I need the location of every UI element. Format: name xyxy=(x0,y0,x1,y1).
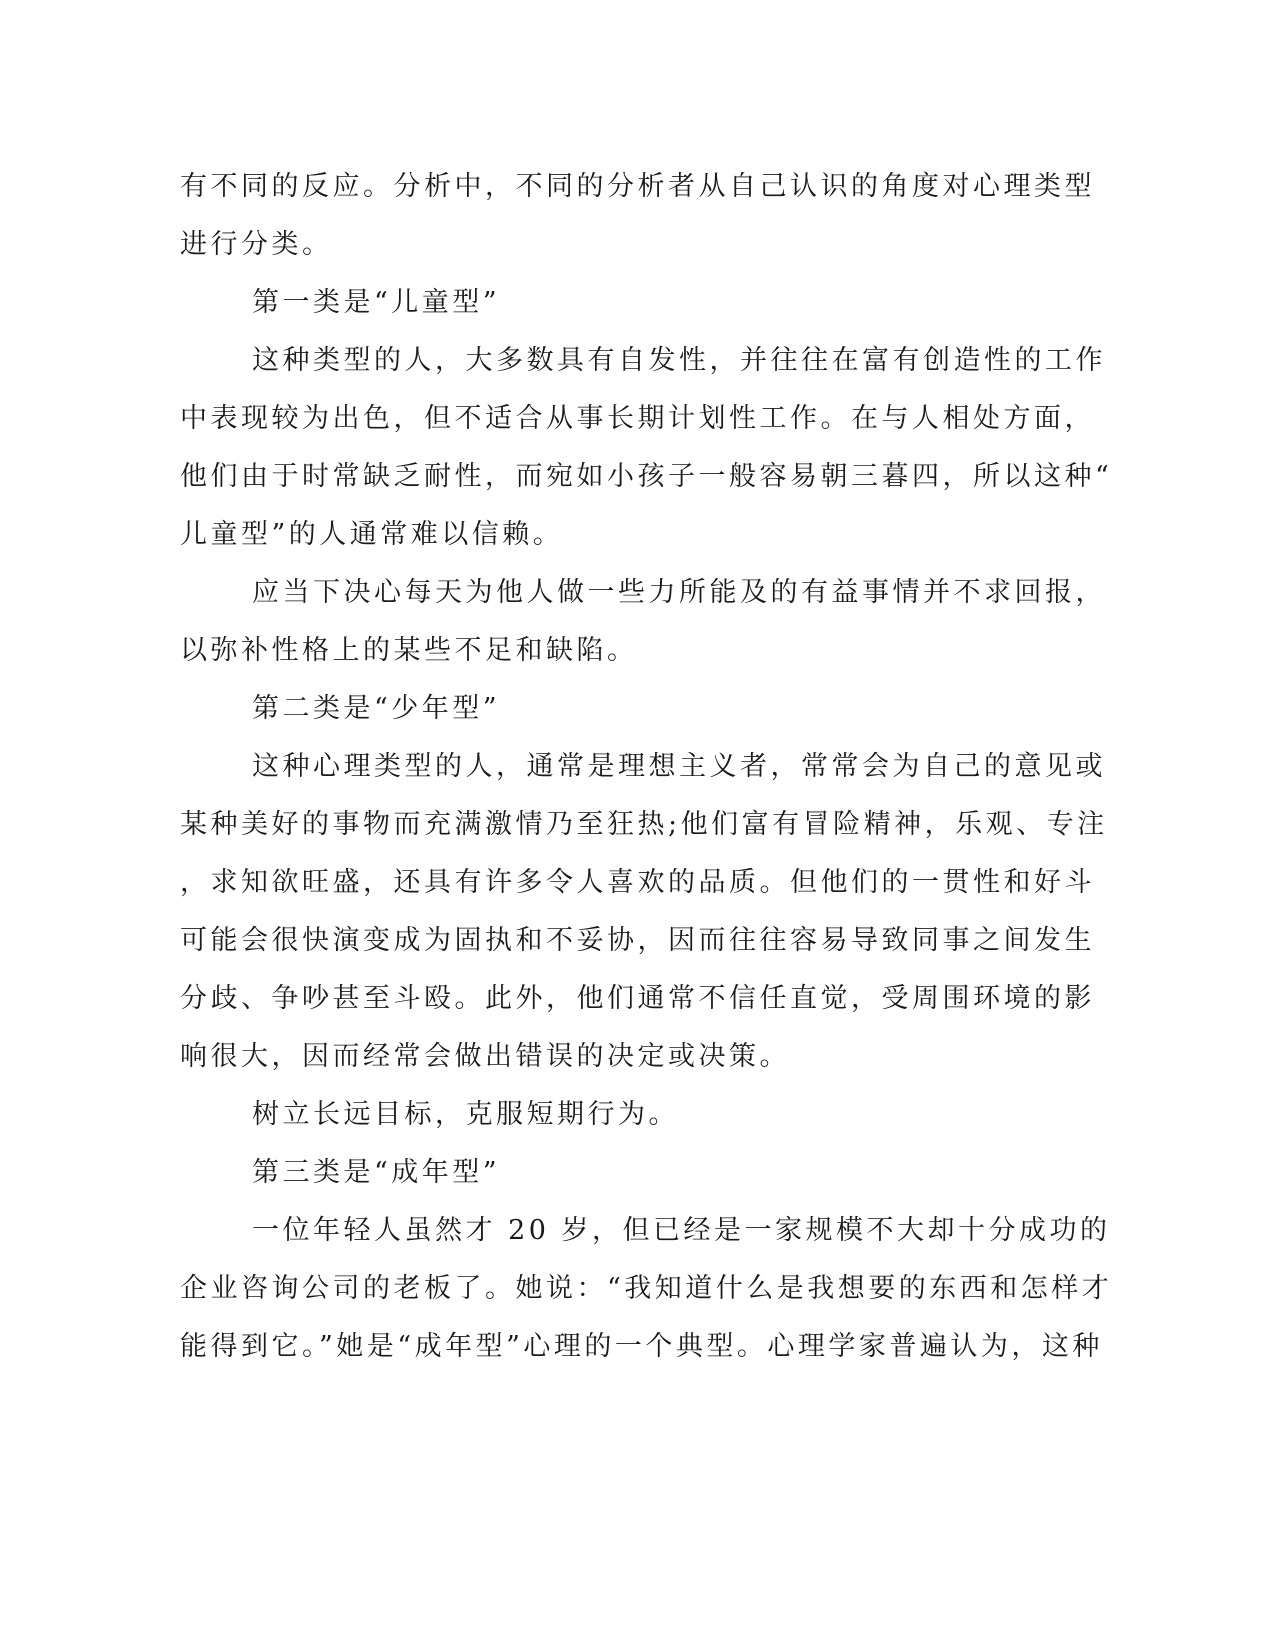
text-line: ，求知欲旺盛，还具有许多令人喜欢的品质。但他们的一贯性和好斗 xyxy=(180,867,1095,898)
text-line: 树立长远目标，克服短期行为。 xyxy=(252,1099,679,1130)
section-heading-child-type: 第一类是“儿童型” xyxy=(252,287,501,318)
text-line: 可能会很快演变成为固执和不妥协，因而往往容易导致同事之间发生 xyxy=(180,925,1095,956)
text-line: 响很大，因而经常会做出错误的决定或决策。 xyxy=(180,1041,790,1072)
section-heading-youth-type: 第二类是“少年型” xyxy=(252,693,501,724)
text-line: 这种类型的人，大多数具有自发性，并往往在富有创造性的工作 xyxy=(252,345,1106,376)
text-line: 企业咨询公司的老板了。她说：“我知道什么是我想要的东西和怎样才 xyxy=(180,1273,1113,1304)
document-body xyxy=(180,158,1113,1376)
text-line: 中表现较为出色，但不适合从事长期计划性工作。在与人相处方面， xyxy=(180,403,1095,434)
text-line: 儿童型”的人通常难以信赖。 xyxy=(180,519,564,550)
section-heading-adult-type: 第三类是“成年型” xyxy=(252,1157,501,1188)
text-line: 能得到它。”她是“成年型”心理的一个典型。心理学家普遍认为，这种 xyxy=(180,1331,1103,1362)
text-line: 以弥补性格上的某些不足和缺陷。 xyxy=(180,635,638,666)
text-line: 一位年轻人虽然才 20 岁，但已经是一家规模不大却十分成功的 xyxy=(252,1215,1111,1246)
text-line: 有不同的反应。分析中，不同的分析者从自己认识的角度对心理类型 xyxy=(180,171,1095,202)
text-line: 某种美好的事物而充满激情乃至狂热;他们富有冒险精神，乐观、专注 xyxy=(180,809,1108,840)
text-line: 这种心理类型的人，通常是理想主义者，常常会为自己的意见或 xyxy=(252,751,1106,782)
text-line: 分歧、争吵甚至斗殴。此外，他们通常不信任直觉，受周围环境的影 xyxy=(180,983,1095,1014)
text-line: 应当下决心每天为他人做一些力所能及的有益事情并不求回报， xyxy=(252,577,1106,608)
text-line: 进行分类。 xyxy=(180,229,333,260)
text-line: 他们由于时常缺乏耐性，而宛如小孩子一般容易朝三暮四，所以这种“ xyxy=(180,461,1113,492)
